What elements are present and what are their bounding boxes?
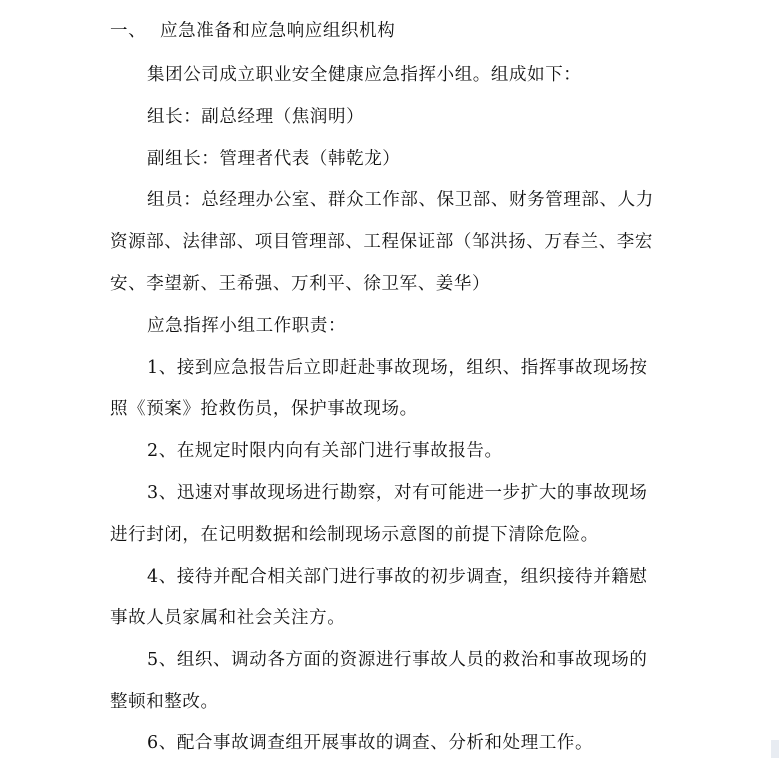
duty-2-line-1: 2、在规定时限内向有关部门进行事故报告。: [147, 441, 503, 461]
leader-line: 组长：副总经理（焦润明）: [147, 107, 365, 127]
duty-5-line-1: 5、组织、调动各方面的资源进行事故人员的救治和事故现场的: [147, 650, 648, 670]
duty-3-line-1: 3、迅速对事故现场进行勘察，对有可能进一步扩大的事故现场: [147, 483, 648, 503]
duty-4-line-1: 4、接待并配合相关部门进行事故的初步调查，组织接待并籍慰: [147, 567, 648, 587]
duty-1-line-1: 1、接到应急报告后立即赶赴事故现场，组织、指挥事故现场按: [147, 358, 648, 378]
section-heading: [110, 20, 395, 42]
duty-3-line-2: 进行封闭，在记明数据和绘制现场示意图的前提下清除危险。: [110, 525, 599, 545]
deputy-leader-line: 副组长：管理者代表（韩乾龙）: [147, 149, 401, 169]
duty-4-line-2: 事故人员家属和社会关注方。: [110, 608, 346, 628]
duty-5-line-2: 整顿和整改。: [110, 692, 219, 712]
section-title: 应急准备和应急响应组织机构: [160, 21, 396, 41]
duty-1-line-2: 照《预案》抢救伤员，保护事故现场。: [110, 399, 418, 419]
duties-heading: 应急指挥小组工作职责：: [147, 316, 347, 336]
intro-line: 集团公司成立职业安全健康应急指挥小组。组成如下：: [147, 65, 582, 85]
page-corner-decoration: [771, 740, 779, 758]
section-number: 一、: [110, 21, 147, 41]
members-line-2: 资源部、法律部、项目管理部、工程保证部（邹洪扬、万春兰、李宏: [110, 232, 653, 252]
duty-6-line-1: 6、配合事故调查组开展事故的调查、分析和处理工作。: [147, 733, 594, 753]
members-line-3: 安、李望新、王希强、万利平、徐卫军、姜华）: [110, 274, 491, 294]
members-line-1: 组员：总经理办公室、群众工作部、保卫部、财务管理部、人力: [147, 190, 654, 210]
